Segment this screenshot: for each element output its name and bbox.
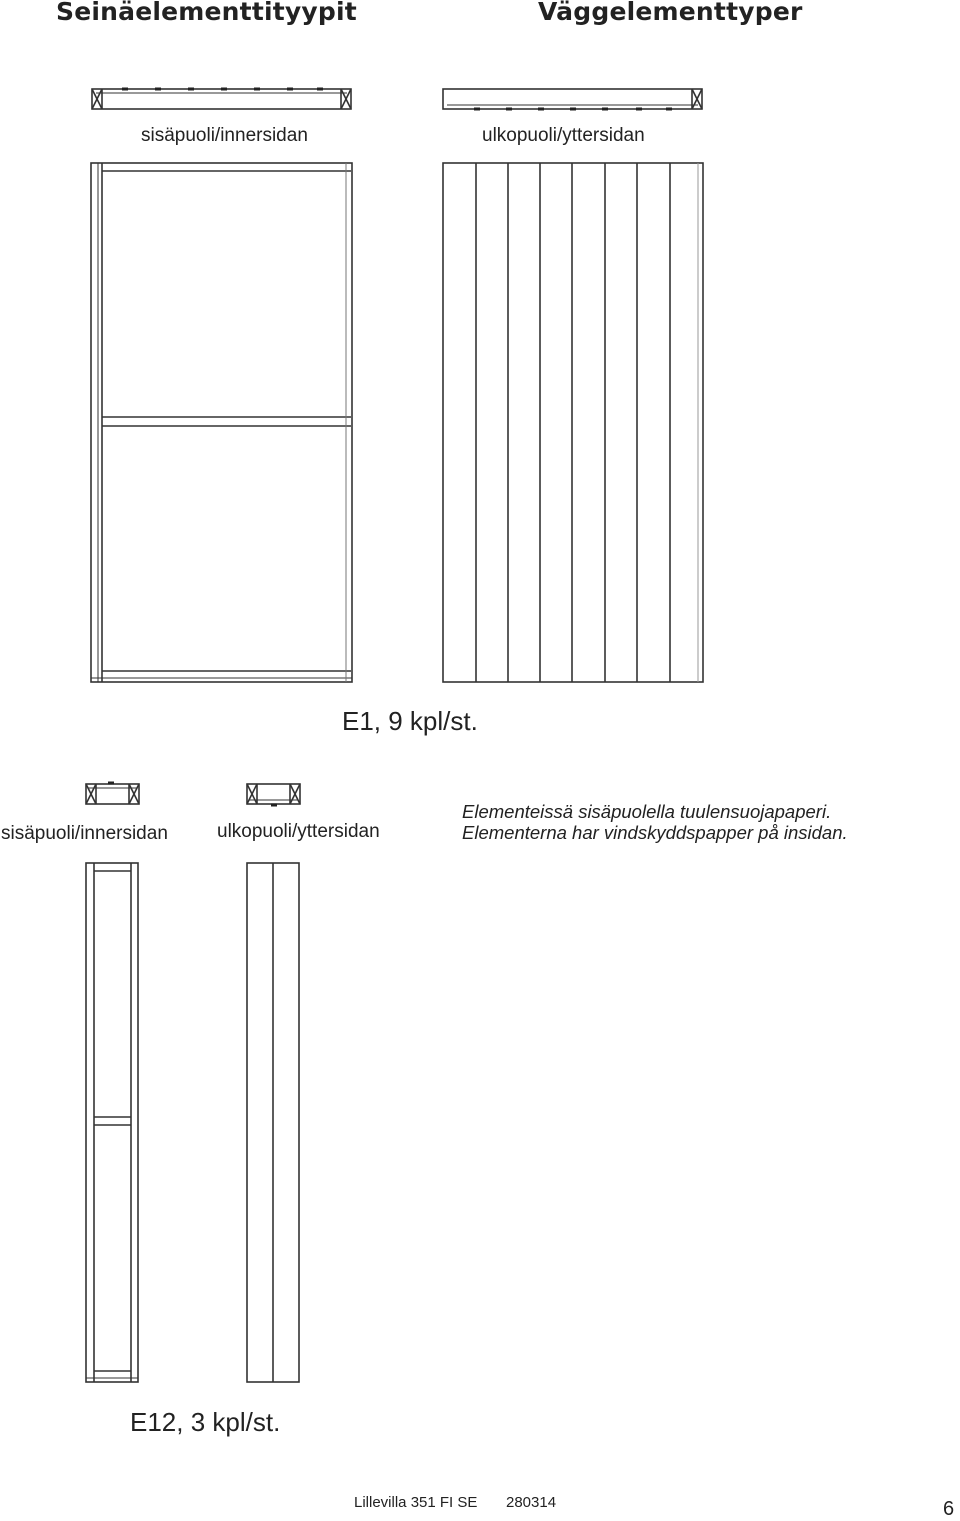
- e12-caption: E12, 3 kpl/st.: [130, 1407, 281, 1437]
- e1-outer-elevation: [443, 163, 703, 682]
- e1-inner-label: sisäpuoli/innersidan: [141, 125, 308, 146]
- page-number: 6: [943, 1498, 955, 1520]
- e12-inner-section-view: [86, 783, 139, 804]
- title-swedish: Väggelementtyper: [538, 0, 803, 26]
- e1-inner-section-view: [92, 89, 351, 109]
- title-finnish: Seinäelementtityypit: [56, 0, 357, 26]
- e12-outer-label: ulkopuoli/yttersidan: [217, 821, 380, 842]
- e1-caption: E1, 9 kpl/st.: [342, 706, 478, 736]
- e1-inner-elevation: [91, 163, 352, 682]
- e1-outer-label: ulkopuoli/yttersidan: [482, 125, 645, 146]
- wind-paper-note: [462, 801, 848, 843]
- footer-product: Lillevilla 351 FI SE: [354, 1494, 478, 1511]
- e12-inner-elevation: [86, 863, 138, 1382]
- e12-outer-section-view: [247, 784, 300, 805]
- e12-inner-label: sisäpuoli/innersidan: [1, 823, 168, 844]
- footer-code: 280314: [506, 1494, 557, 1511]
- e1-outer-section-view: [443, 89, 702, 109]
- note-line-finnish: Elementeissä sisäpuolella tuulensuojapaperi.: [462, 801, 832, 822]
- note-line-swedish: Elementerna har vindskyddspapper på insidan.: [462, 822, 848, 843]
- e12-outer-elevation: [247, 863, 299, 1382]
